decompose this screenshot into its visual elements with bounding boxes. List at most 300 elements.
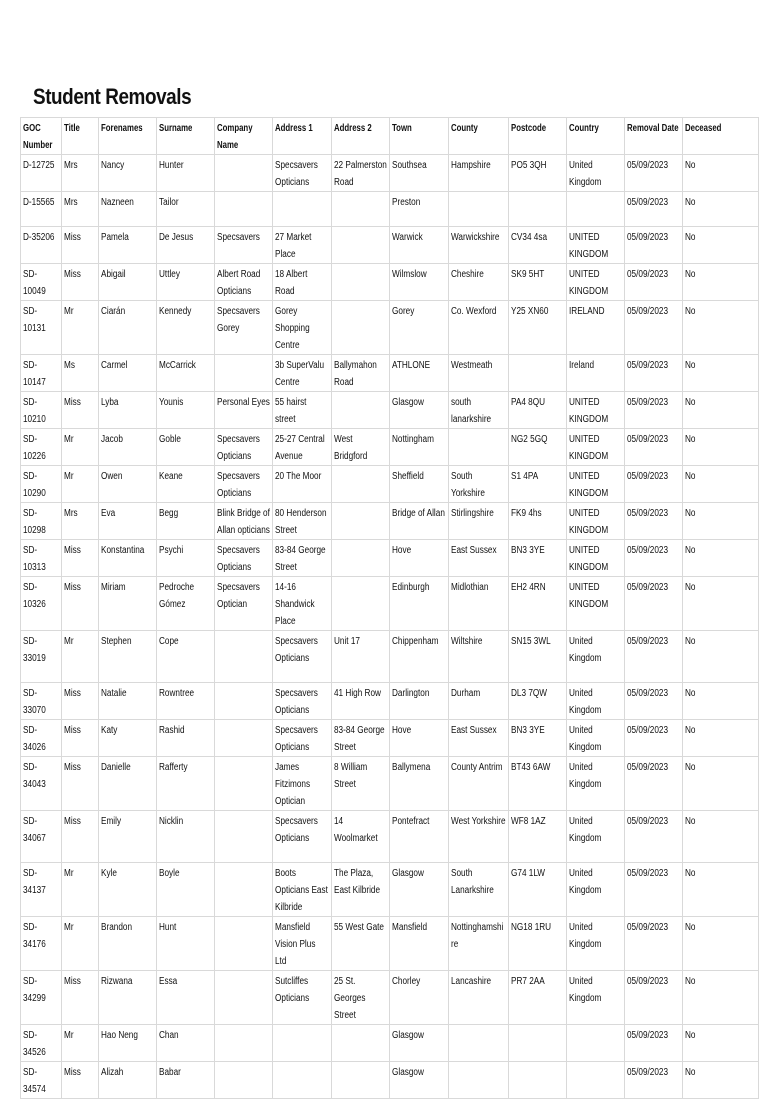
cell-value: No bbox=[685, 688, 696, 699]
cell-goc-number bbox=[21, 227, 62, 264]
cell-value: Katy bbox=[101, 725, 118, 736]
cell-value: Boots Opticians East Kilbride bbox=[275, 868, 328, 913]
table-row bbox=[21, 631, 759, 683]
cell-county bbox=[449, 355, 509, 392]
cell-address-2 bbox=[332, 631, 390, 683]
cell-value: Kyle bbox=[101, 868, 117, 879]
cell-address-2 bbox=[332, 863, 390, 917]
cell-address-2 bbox=[332, 540, 390, 577]
cell-value: No bbox=[685, 1030, 696, 1041]
cell-value: Mansfield Vision Plus Ltd bbox=[275, 922, 316, 967]
cell-county bbox=[449, 631, 509, 683]
cell-county bbox=[449, 757, 509, 811]
cell-address-2 bbox=[332, 392, 390, 429]
cell-town bbox=[390, 466, 449, 503]
cell-value: Hampshire bbox=[451, 160, 491, 171]
cell-surname bbox=[157, 355, 215, 392]
cell-deceased bbox=[683, 355, 759, 392]
cell-postcode bbox=[509, 503, 567, 540]
cell-value: SD-34176 bbox=[23, 922, 46, 950]
cell-removal-date bbox=[625, 863, 683, 917]
cell-value: UNITED KINGDOM bbox=[569, 269, 609, 297]
cell-county bbox=[449, 971, 509, 1025]
cell-value: SD-34574 bbox=[23, 1067, 46, 1095]
cell-postcode bbox=[509, 683, 567, 720]
cell-value: SD-34137 bbox=[23, 868, 46, 896]
table-row bbox=[21, 577, 759, 631]
cell-value: Babar bbox=[159, 1067, 181, 1078]
cell-value: Pamela bbox=[101, 232, 129, 243]
cell-value: Glasgow bbox=[392, 397, 424, 408]
cell-value: Specsavers Opticians bbox=[275, 725, 318, 753]
cell-postcode bbox=[509, 577, 567, 631]
cell-value: Rizwana bbox=[101, 976, 133, 987]
cell-value: Abigail bbox=[101, 269, 126, 280]
cell-country bbox=[567, 392, 625, 429]
cell-value: United Kingdom bbox=[569, 636, 602, 664]
cell-address-1 bbox=[273, 863, 332, 917]
cell-value: UNITED KINGDOM bbox=[569, 582, 609, 610]
table-row bbox=[21, 757, 759, 811]
cell-value: James Fitzimons Optician bbox=[275, 762, 311, 807]
cell-company-name bbox=[215, 971, 273, 1025]
cell-address-2 bbox=[332, 503, 390, 540]
cell-country bbox=[567, 683, 625, 720]
column-header-company-name bbox=[215, 118, 273, 155]
cell-value: Chippenham bbox=[392, 636, 439, 647]
cell-postcode bbox=[509, 631, 567, 683]
column-header-town bbox=[390, 118, 449, 155]
cell-country bbox=[567, 971, 625, 1025]
cell-company-name bbox=[215, 540, 273, 577]
cell-value: Specsavers Optician bbox=[217, 582, 260, 610]
cell-value: Ballymahon Road bbox=[334, 360, 377, 388]
cell-postcode bbox=[509, 466, 567, 503]
cell-value: Specsavers Opticians bbox=[275, 636, 318, 664]
cell-address-2 bbox=[332, 577, 390, 631]
cell-town bbox=[390, 227, 449, 264]
table-row bbox=[21, 917, 759, 971]
cell-country bbox=[567, 155, 625, 192]
cell-value: Tailor bbox=[159, 197, 179, 208]
table-row bbox=[21, 264, 759, 301]
cell-value: SD-34299 bbox=[23, 976, 46, 1004]
cell-value: Co. Wexford bbox=[451, 306, 497, 317]
cell-deceased bbox=[683, 264, 759, 301]
cell-surname bbox=[157, 264, 215, 301]
cell-deceased bbox=[683, 1062, 759, 1099]
cell-town bbox=[390, 429, 449, 466]
cell-value: SD-33019 bbox=[23, 636, 46, 664]
cell-value: SD-10226 bbox=[23, 434, 46, 462]
column-header-label: Surname bbox=[159, 123, 193, 134]
cell-value: United Kingdom bbox=[569, 922, 602, 950]
cell-goc-number bbox=[21, 1025, 62, 1062]
cell-value: SD-10326 bbox=[23, 582, 46, 610]
cell-county bbox=[449, 863, 509, 917]
cell-town bbox=[390, 757, 449, 811]
cell-postcode bbox=[509, 540, 567, 577]
cell-surname bbox=[157, 811, 215, 863]
column-header-goc-number bbox=[21, 118, 62, 155]
cell-deceased bbox=[683, 863, 759, 917]
cell-county bbox=[449, 540, 509, 577]
cell-value: County Antrim bbox=[451, 762, 503, 773]
cell-address-1 bbox=[273, 1025, 332, 1062]
cell-town bbox=[390, 683, 449, 720]
cell-country bbox=[567, 811, 625, 863]
cell-goc-number bbox=[21, 811, 62, 863]
table-row bbox=[21, 227, 759, 264]
table-row bbox=[21, 503, 759, 540]
cell-county bbox=[449, 429, 509, 466]
cell-value: 05/09/2023 bbox=[627, 976, 669, 987]
cell-goc-number bbox=[21, 301, 62, 355]
cell-postcode bbox=[509, 757, 567, 811]
cell-removal-date bbox=[625, 757, 683, 811]
cell-value: 41 High Row bbox=[334, 688, 381, 699]
cell-value: Glasgow bbox=[392, 868, 424, 879]
cell-value: Owen bbox=[101, 471, 123, 482]
column-header-label: Title bbox=[64, 123, 80, 134]
cell-country bbox=[567, 429, 625, 466]
cell-value: Mansfield bbox=[392, 922, 428, 933]
cell-company-name bbox=[215, 683, 273, 720]
cell-value: Rowntree bbox=[159, 688, 195, 699]
cell-country bbox=[567, 540, 625, 577]
cell-value: SD-10298 bbox=[23, 508, 46, 536]
column-header-label: Address 2 bbox=[334, 123, 372, 134]
cell-value: United Kingdom bbox=[569, 816, 602, 844]
cell-address-1 bbox=[273, 355, 332, 392]
cell-value: 83-84 George Street bbox=[275, 545, 326, 573]
cell-value: Bridge of Allan bbox=[392, 508, 445, 519]
cell-surname bbox=[157, 1025, 215, 1062]
cell-forenames bbox=[99, 301, 157, 355]
cell-value: No bbox=[685, 816, 696, 827]
cell-value: Natalie bbox=[101, 688, 127, 699]
cell-removal-date bbox=[625, 192, 683, 227]
cell-forenames bbox=[99, 503, 157, 540]
cell-goc-number bbox=[21, 392, 62, 429]
cell-surname bbox=[157, 429, 215, 466]
cell-country bbox=[567, 757, 625, 811]
cell-address-1 bbox=[273, 757, 332, 811]
cell-forenames bbox=[99, 429, 157, 466]
cell-company-name bbox=[215, 264, 273, 301]
column-header-label: GOC Number bbox=[23, 123, 53, 151]
cell-county bbox=[449, 466, 509, 503]
column-header-address-2 bbox=[332, 118, 390, 155]
cell-value: Nicklin bbox=[159, 816, 184, 827]
cell-address-1 bbox=[273, 577, 332, 631]
cell-value: Nazneen bbox=[101, 197, 134, 208]
cell-removal-date bbox=[625, 429, 683, 466]
cell-value: BN3 3YE bbox=[511, 545, 545, 556]
cell-surname bbox=[157, 155, 215, 192]
table-row bbox=[21, 392, 759, 429]
cell-value: 8 William Street bbox=[334, 762, 368, 790]
cell-county bbox=[449, 301, 509, 355]
cell-value: S1 4PA bbox=[511, 471, 539, 482]
cell-value: Begg bbox=[159, 508, 179, 519]
cell-value: SD-10290 bbox=[23, 471, 46, 499]
cell-value: FK9 4hs bbox=[511, 508, 542, 519]
cell-town bbox=[390, 577, 449, 631]
table-row bbox=[21, 1025, 759, 1062]
column-header-postcode bbox=[509, 118, 567, 155]
cell-country bbox=[567, 1025, 625, 1062]
cell-postcode bbox=[509, 720, 567, 757]
cell-address-1 bbox=[273, 429, 332, 466]
cell-value: Hunt bbox=[159, 922, 177, 933]
cell-company-name bbox=[215, 1062, 273, 1099]
cell-deceased bbox=[683, 757, 759, 811]
cell-value: 18 Albert Road bbox=[275, 269, 308, 297]
cell-company-name bbox=[215, 631, 273, 683]
cell-surname bbox=[157, 301, 215, 355]
cell-town bbox=[390, 811, 449, 863]
column-header-label: Company Name bbox=[217, 123, 253, 151]
cell-value: No bbox=[685, 762, 696, 773]
column-header-title bbox=[62, 118, 99, 155]
column-header-label: Country bbox=[569, 123, 599, 134]
cell-value: No bbox=[685, 197, 696, 208]
cell-value: 05/09/2023 bbox=[627, 922, 669, 933]
cell-value: Chorley bbox=[392, 976, 421, 987]
cell-value: Mr bbox=[64, 922, 74, 933]
cell-value: Keane bbox=[159, 471, 183, 482]
cell-value: UNITED KINGDOM bbox=[569, 471, 609, 499]
cell-surname bbox=[157, 971, 215, 1025]
cell-address-1 bbox=[273, 540, 332, 577]
cell-forenames bbox=[99, 971, 157, 1025]
table-row bbox=[21, 720, 759, 757]
cell-value: D-12725 bbox=[23, 160, 55, 171]
cell-value: United Kingdom bbox=[569, 160, 602, 188]
table-row bbox=[21, 466, 759, 503]
cell-value: Gorey bbox=[392, 306, 415, 317]
cell-goc-number bbox=[21, 192, 62, 227]
cell-value: Warwick bbox=[392, 232, 423, 243]
cell-value: Nancy bbox=[101, 160, 125, 171]
cell-removal-date bbox=[625, 917, 683, 971]
cell-removal-date bbox=[625, 466, 683, 503]
cell-value: De Jesus bbox=[159, 232, 194, 243]
cell-value: No bbox=[685, 269, 696, 280]
table-row bbox=[21, 355, 759, 392]
cell-town bbox=[390, 540, 449, 577]
cell-goc-number bbox=[21, 540, 62, 577]
cell-value: Konstantina bbox=[101, 545, 145, 556]
cell-removal-date bbox=[625, 1025, 683, 1062]
cell-value: Mr bbox=[64, 868, 74, 879]
column-header-label: Deceased bbox=[685, 123, 722, 134]
cell-value: Glasgow bbox=[392, 1030, 424, 1041]
cell-value: Southsea bbox=[392, 160, 427, 171]
cell-value: G74 1LW bbox=[511, 868, 546, 879]
cell-value: 05/09/2023 bbox=[627, 160, 669, 171]
cell-address-1 bbox=[273, 811, 332, 863]
table-row bbox=[21, 971, 759, 1025]
cell-value: No bbox=[685, 725, 696, 736]
cell-goc-number bbox=[21, 264, 62, 301]
cell-address-2 bbox=[332, 355, 390, 392]
cell-value: Uttley bbox=[159, 269, 180, 280]
cell-country bbox=[567, 863, 625, 917]
cell-value: United Kingdom bbox=[569, 688, 602, 716]
cell-forenames bbox=[99, 577, 157, 631]
cell-county bbox=[449, 917, 509, 971]
cell-value: Danielle bbox=[101, 762, 131, 773]
cell-value: 05/09/2023 bbox=[627, 471, 669, 482]
cell-title bbox=[62, 863, 99, 917]
cell-value: Miss bbox=[64, 976, 81, 987]
cell-deceased bbox=[683, 971, 759, 1025]
cell-postcode bbox=[509, 1025, 567, 1062]
cell-postcode bbox=[509, 392, 567, 429]
cell-value: Lyba bbox=[101, 397, 119, 408]
cell-value: South Lanarkshire bbox=[451, 868, 494, 896]
cell-value: Cope bbox=[159, 636, 179, 647]
cell-country bbox=[567, 1062, 625, 1099]
cell-value: No bbox=[685, 471, 696, 482]
cell-address-2 bbox=[332, 1062, 390, 1099]
cell-value: 55 West Gate bbox=[334, 922, 384, 933]
cell-deceased bbox=[683, 155, 759, 192]
cell-value: Mr bbox=[64, 306, 74, 317]
cell-address-2 bbox=[332, 811, 390, 863]
cell-goc-number bbox=[21, 863, 62, 917]
cell-county bbox=[449, 720, 509, 757]
cell-value: Ballymena bbox=[392, 762, 431, 773]
cell-goc-number bbox=[21, 429, 62, 466]
cell-forenames bbox=[99, 1025, 157, 1062]
cell-value: Essa bbox=[159, 976, 178, 987]
cell-value: PR7 2AA bbox=[511, 976, 545, 987]
cell-town bbox=[390, 631, 449, 683]
cell-title bbox=[62, 429, 99, 466]
cell-company-name bbox=[215, 155, 273, 192]
cell-value: SD-34043 bbox=[23, 762, 46, 790]
cell-postcode bbox=[509, 1062, 567, 1099]
cell-deceased bbox=[683, 917, 759, 971]
cell-value: Ms bbox=[64, 360, 75, 371]
cell-value: Kennedy bbox=[159, 306, 192, 317]
cell-county bbox=[449, 1062, 509, 1099]
cell-value: Miss bbox=[64, 816, 81, 827]
cell-value: SK9 5HT bbox=[511, 269, 545, 280]
cell-value: 05/09/2023 bbox=[627, 269, 669, 280]
cell-removal-date bbox=[625, 631, 683, 683]
column-header-address-1 bbox=[273, 118, 332, 155]
cell-value: Unit 17 bbox=[334, 636, 360, 647]
cell-address-1 bbox=[273, 971, 332, 1025]
cell-town bbox=[390, 503, 449, 540]
cell-country bbox=[567, 631, 625, 683]
cell-title bbox=[62, 811, 99, 863]
cell-address-2 bbox=[332, 301, 390, 355]
cell-country bbox=[567, 917, 625, 971]
cell-value: East Sussex bbox=[451, 545, 497, 556]
cell-forenames bbox=[99, 227, 157, 264]
cell-value: Miss bbox=[64, 232, 81, 243]
cell-value: Lancashire bbox=[451, 976, 492, 987]
cell-county bbox=[449, 503, 509, 540]
cell-value: Psychi bbox=[159, 545, 184, 556]
cell-county bbox=[449, 577, 509, 631]
cell-value: 05/09/2023 bbox=[627, 816, 669, 827]
cell-surname bbox=[157, 683, 215, 720]
column-header-label: Address 1 bbox=[275, 123, 313, 134]
cell-title bbox=[62, 540, 99, 577]
cell-removal-date bbox=[625, 577, 683, 631]
cell-value: Wilmslow bbox=[392, 269, 427, 280]
cell-address-2 bbox=[332, 720, 390, 757]
cell-value: The Plaza, East Kilbride bbox=[334, 868, 381, 896]
cell-value: West Bridgford bbox=[334, 434, 368, 462]
cell-value: Pedroche Gómez bbox=[159, 582, 195, 610]
cell-title bbox=[62, 971, 99, 1025]
cell-value: Midlothian bbox=[451, 582, 489, 593]
table-row bbox=[21, 1062, 759, 1099]
cell-value: Sutcliffes Opticians bbox=[275, 976, 310, 1004]
cell-forenames bbox=[99, 355, 157, 392]
cell-value: Blink Bridge of Allan opticians bbox=[217, 508, 270, 536]
cell-value: 25-27 Central Avenue bbox=[275, 434, 325, 462]
column-header-country bbox=[567, 118, 625, 155]
cell-postcode bbox=[509, 917, 567, 971]
cell-value: SD-10313 bbox=[23, 545, 46, 573]
cell-title bbox=[62, 577, 99, 631]
table-body bbox=[21, 155, 759, 1099]
cell-value: PA4 8QU bbox=[511, 397, 546, 408]
cell-value: No bbox=[685, 360, 696, 371]
cell-value: No bbox=[685, 545, 696, 556]
cell-value: South Yorkshire bbox=[451, 471, 485, 499]
cell-company-name bbox=[215, 301, 273, 355]
cell-value: Mr bbox=[64, 434, 74, 445]
cell-company-name bbox=[215, 503, 273, 540]
cell-removal-date bbox=[625, 155, 683, 192]
cell-deceased bbox=[683, 301, 759, 355]
cell-title bbox=[62, 264, 99, 301]
cell-value: Nottingham bbox=[392, 434, 434, 445]
cell-value: UNITED KINGDOM bbox=[569, 232, 609, 260]
cell-value: Specsavers Opticians bbox=[217, 545, 260, 573]
cell-value: Wiltshire bbox=[451, 636, 483, 647]
cell-value: Miss bbox=[64, 582, 81, 593]
cell-town bbox=[390, 155, 449, 192]
cell-surname bbox=[157, 540, 215, 577]
cell-county bbox=[449, 683, 509, 720]
table-row bbox=[21, 429, 759, 466]
cell-value: Y25 XN60 bbox=[511, 306, 549, 317]
cell-deceased bbox=[683, 466, 759, 503]
cell-value: SN15 3WL bbox=[511, 636, 551, 647]
cell-value: IRELAND bbox=[569, 306, 605, 317]
cell-value: Specsavers Opticians bbox=[275, 160, 318, 188]
cell-goc-number bbox=[21, 155, 62, 192]
cell-value: Miss bbox=[64, 545, 81, 556]
cell-removal-date bbox=[625, 971, 683, 1025]
cell-address-2 bbox=[332, 971, 390, 1025]
table-row bbox=[21, 155, 759, 192]
cell-goc-number bbox=[21, 720, 62, 757]
cell-goc-number bbox=[21, 917, 62, 971]
cell-title bbox=[62, 192, 99, 227]
cell-postcode bbox=[509, 301, 567, 355]
